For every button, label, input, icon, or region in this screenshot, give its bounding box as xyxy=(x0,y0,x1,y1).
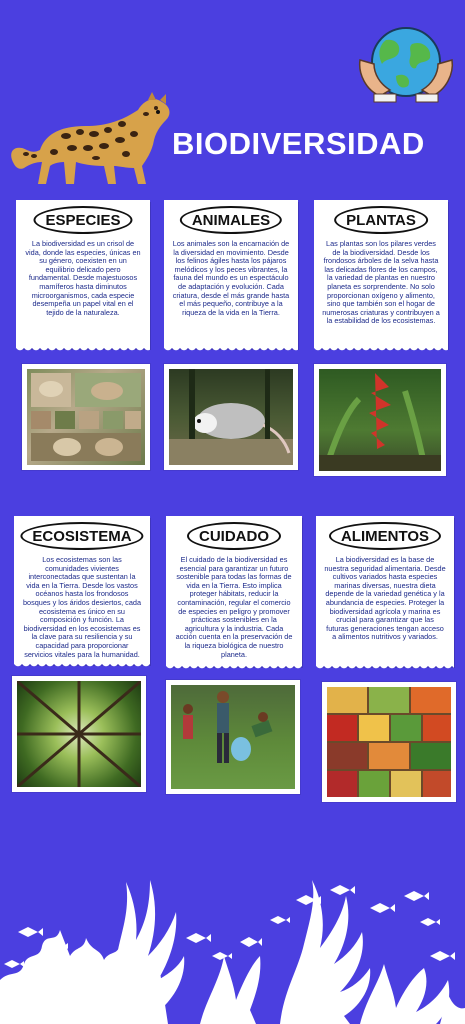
photo-alimentos xyxy=(322,682,456,802)
card-text: Los ecosistemas son las comunidades vivientes interconectadas que sustentan la vida en la Tierra. Desde los vastos océanos hasta los frondosos bosques y los áridos desiertos, cada ecosistema es único en su composición y función. La biodiversidad en los ecosistemas es la clave para su resiliencia y su capacidad para proporcionar servicios vitales para la humanidad. xyxy=(22,555,142,659)
hands-holding-earth-icon xyxy=(356,20,458,104)
coral-reef-fish-silhouette xyxy=(0,860,465,1024)
card-alimentos xyxy=(316,516,454,666)
photo-ecosistema xyxy=(12,676,146,792)
card-especies xyxy=(16,200,150,348)
card-heading: PLANTAS xyxy=(334,206,428,234)
card-ecosistema xyxy=(14,516,150,664)
card-animales xyxy=(164,200,298,348)
card-text: Los animales son la encarnación de la diversidad en movimiento. Desde los felinos ágiles hasta los pájaros melódicos y los peces vibrantes, la fauna del mundo es un espectáculo de adaptación y evolución. Cada criatura, desde el más grande hasta el más pequeño, contribuye a la riqueza de la vida en la Tierra. xyxy=(172,239,290,317)
photo-plantas xyxy=(314,364,446,476)
card-text: La biodiversidad es un crisol de vida, donde las especies, únicas en su género, coexisten en un equilibrio delicado pero fundamental. Desde majestuosos mamíferos hasta diminutos microorganismos, cada especie desempeña un papel vital en el tejido de la naturaleza. xyxy=(25,239,141,317)
card-heading: ANIMALES xyxy=(180,206,282,234)
card-cuidado xyxy=(166,516,302,666)
card-heading: ESPECIES xyxy=(33,206,132,234)
photo-cuidado xyxy=(166,680,300,794)
card-text: Las plantas son los pilares verdes de la biodiversidad. Desde los frondosos árboles de la selva hasta las delicadas flores de los campos, la variedad de plantas en nuestro planeta es sorprendente. No solo proporcionan oxígeno y alimento, sino que también son el hogar de numerosas criaturas y contribuyen a la estabilidad de los ecosistemas. xyxy=(322,239,440,326)
ocelot-illustration xyxy=(6,92,174,190)
card-text: El cuidado de la biodiversidad es esencial para garantizar un futuro sostenible para todas las formas de vida en la Tierra. Esto implica proteger hábitats, reducir la contaminación, regular el comercio de especies en peligro y promover prácticas sostenibles en la agricultura y la industria. Cada acción cuenta en la preservación de la riqueza biológica de nuestro planeta. xyxy=(175,555,293,659)
card-plantas xyxy=(314,200,448,348)
card-heading: ECOSISTEMA xyxy=(20,522,143,550)
card-heading: CUIDADO xyxy=(187,522,281,550)
card-heading: ALIMENTOS xyxy=(329,522,441,550)
card-text: La biodiversidad es la base de nuestra seguridad alimentaria. Desde cultivos variados hasta especies marinas diversas, nuestra dieta depende de la variedad genética y la abundancia de especies. Proteger la biodiversidad agrícola y marina es crucial para garantizar que las futuras generaciones tengan acceso a alimentos nutritivos y variados. xyxy=(324,555,446,642)
photo-especies xyxy=(22,364,150,470)
photo-animales xyxy=(164,364,298,470)
page-title: BIODIVERSIDAD xyxy=(172,126,425,161)
